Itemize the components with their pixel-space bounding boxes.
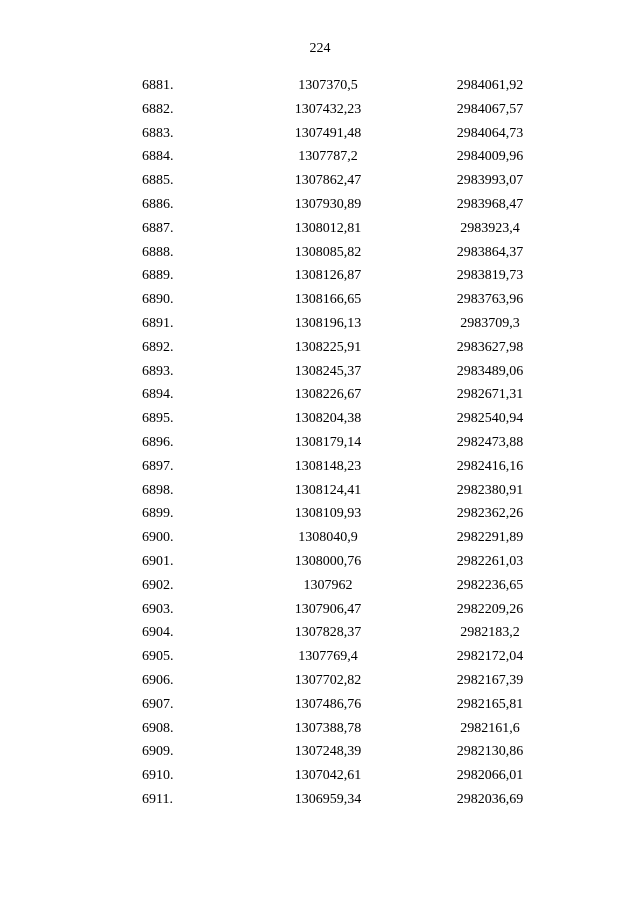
- table-row: [0, 217, 640, 241]
- table-row: [0, 241, 640, 265]
- y-coordinate: 2983968,47: [456, 196, 524, 212]
- point-number: 6899.: [142, 506, 174, 522]
- point-number: 6903.: [142, 601, 174, 617]
- point-number: 6895.: [142, 411, 174, 427]
- y-coordinate: 2982036,69: [456, 791, 524, 807]
- y-coordinate: 2982416,16: [456, 458, 524, 474]
- point-number: 6891.: [142, 315, 174, 331]
- table-row: [0, 598, 640, 622]
- y-coordinate: 2982130,86: [456, 744, 524, 760]
- y-coordinate: 2984067,57: [456, 101, 524, 117]
- table-row: [0, 574, 640, 598]
- point-number: 6883.: [142, 125, 174, 141]
- x-coordinate: 1307828,37: [294, 625, 362, 641]
- point-number: 6908.: [142, 720, 174, 736]
- x-coordinate: 1307862,47: [294, 173, 362, 189]
- x-coordinate: 1308179,14: [294, 434, 362, 450]
- table-row: [0, 312, 640, 336]
- page-number: 224: [309, 41, 331, 56]
- x-coordinate: 1308085,82: [294, 244, 362, 260]
- x-coordinate: 1307906,47: [294, 601, 362, 617]
- point-number: 6889.: [142, 268, 174, 284]
- point-number: 6904.: [142, 625, 174, 641]
- x-coordinate: 1307486,76: [294, 696, 362, 712]
- x-coordinate: 1307769,4: [298, 649, 358, 665]
- point-number: 6881.: [142, 78, 174, 93]
- y-coordinate: 2982261,03: [456, 553, 524, 569]
- point-number: 6909.: [142, 744, 174, 760]
- y-coordinate: 2984064,73: [456, 125, 524, 141]
- y-coordinate: 2983923,4: [460, 220, 520, 236]
- table-row: [0, 764, 640, 788]
- x-coordinate: 1307930,89: [294, 196, 362, 212]
- table-row: [0, 336, 640, 360]
- table-row: [0, 288, 640, 312]
- x-coordinate: 1307370,5: [298, 78, 358, 93]
- x-coordinate: 1308124,41: [294, 482, 362, 498]
- point-number: 6911.: [142, 791, 173, 807]
- x-coordinate: 1307787,2: [298, 149, 358, 165]
- point-number: 6894.: [142, 387, 174, 403]
- table-row: [0, 526, 640, 550]
- table-row: [0, 645, 640, 669]
- x-coordinate: 1308204,38: [294, 411, 362, 427]
- x-coordinate: 1308245,37: [294, 363, 362, 379]
- point-number: 6885.: [142, 173, 174, 189]
- point-number: 6906.: [142, 672, 174, 688]
- point-number: 6900.: [142, 530, 174, 546]
- x-coordinate: 1307702,82: [294, 672, 362, 688]
- table-row: [0, 550, 640, 574]
- x-coordinate: 1308000,76: [294, 553, 362, 569]
- x-coordinate: 1308126,87: [294, 268, 362, 284]
- y-coordinate: 2983993,07: [456, 173, 524, 189]
- y-coordinate: 2982172,04: [456, 649, 524, 665]
- point-number: 6884.: [142, 149, 174, 165]
- y-coordinate: 2983489,06: [456, 363, 524, 379]
- y-coordinate: 2984061,92: [456, 78, 524, 93]
- table-row: [0, 455, 640, 479]
- x-coordinate: 1307248,39: [294, 744, 362, 760]
- table-row: [0, 502, 640, 526]
- x-coordinate: 1308040,9: [298, 530, 358, 546]
- point-number: 6886.: [142, 196, 174, 212]
- x-coordinate: 1307388,78: [294, 720, 362, 736]
- x-coordinate: 1308226,67: [294, 387, 362, 403]
- y-coordinate: 2982473,88: [456, 434, 524, 450]
- point-number: 6897.: [142, 458, 174, 474]
- x-coordinate: 1308225,91: [294, 339, 362, 355]
- x-coordinate: 1306959,34: [294, 791, 362, 807]
- table-row: [0, 788, 640, 812]
- table-row: [0, 193, 640, 217]
- x-coordinate: 1308166,65: [294, 292, 362, 308]
- y-coordinate: 2983819,73: [456, 268, 524, 284]
- y-coordinate: 2982066,01: [456, 768, 524, 784]
- table-row: [0, 169, 640, 193]
- table-row: [0, 98, 640, 122]
- x-coordinate: 1308148,23: [294, 458, 362, 474]
- y-coordinate: 2982362,26: [456, 506, 524, 522]
- point-number: 6902.: [142, 577, 174, 593]
- table-row: [0, 264, 640, 288]
- x-coordinate: 1307432,23: [294, 101, 362, 117]
- point-number: 6907.: [142, 696, 174, 712]
- x-coordinate: 1308196,13: [294, 315, 362, 331]
- table-row: [0, 740, 640, 764]
- point-number: 6890.: [142, 292, 174, 308]
- y-coordinate: 2982167,39: [456, 672, 524, 688]
- y-coordinate: 2983709,3: [460, 315, 520, 331]
- y-coordinate: 2982671,31: [456, 387, 524, 403]
- x-coordinate: 1307491,48: [294, 125, 362, 141]
- y-coordinate: 2982291,89: [456, 530, 524, 546]
- y-coordinate: 2982161,6: [460, 720, 520, 736]
- y-coordinate: 2983627,98: [456, 339, 524, 355]
- table-row: [0, 360, 640, 384]
- y-coordinate: 2982183,2: [460, 625, 520, 641]
- y-coordinate: 2982236,65: [456, 577, 524, 593]
- x-coordinate: 1307042,61: [294, 768, 362, 784]
- point-number: 6905.: [142, 649, 174, 665]
- y-coordinate: 2982209,26: [456, 601, 524, 617]
- y-coordinate: 2982380,91: [456, 482, 524, 498]
- y-coordinate: 2982540,94: [456, 411, 524, 427]
- table-row: [0, 479, 640, 503]
- table-row: [0, 383, 640, 407]
- point-number: 6888.: [142, 244, 174, 260]
- point-number: 6898.: [142, 482, 174, 498]
- table-row: [0, 621, 640, 645]
- point-number: 6892.: [142, 339, 174, 355]
- table-row: [0, 122, 640, 146]
- table-row: [0, 431, 640, 455]
- y-coordinate: 2984009,96: [456, 149, 524, 165]
- table-row: [0, 717, 640, 741]
- point-number: 6910.: [142, 768, 174, 784]
- point-number: 6896.: [142, 434, 174, 450]
- x-coordinate: 1308012,81: [294, 220, 362, 236]
- x-coordinate: 1308109,93: [294, 506, 362, 522]
- point-number: 6882.: [142, 101, 174, 117]
- x-coordinate: 1307962: [303, 577, 353, 593]
- point-number: 6893.: [142, 363, 174, 379]
- table-row: [0, 407, 640, 431]
- y-coordinate: 2983763,96: [456, 292, 524, 308]
- table-row: [0, 693, 640, 717]
- table-row: [0, 145, 640, 169]
- table-row: [0, 74, 640, 98]
- point-number: 6887.: [142, 220, 174, 236]
- table-row: [0, 669, 640, 693]
- coordinate-table: [0, 74, 640, 812]
- y-coordinate: 2983864,37: [456, 244, 524, 260]
- y-coordinate: 2982165,81: [456, 696, 524, 712]
- point-number: 6901.: [142, 553, 174, 569]
